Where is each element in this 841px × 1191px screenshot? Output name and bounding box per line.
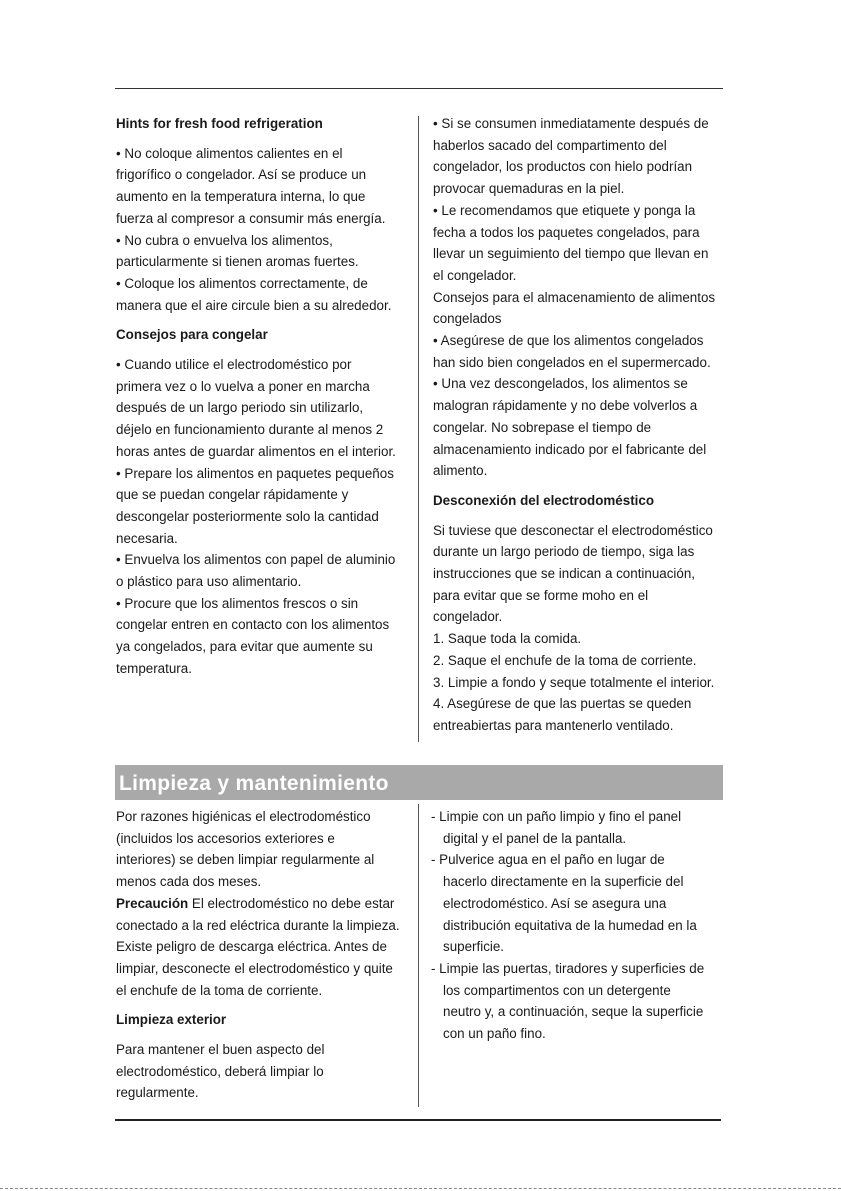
text-line: o plástico para uso alimentario. [116, 574, 302, 590]
list-item: 2. Saque el enchufe de la toma de corriente. [433, 652, 697, 668]
list-item: - Limpie las puertas, tiradores y superficies de [431, 960, 705, 976]
text-line: manera que el aire circule bien a su alrededor. [116, 297, 392, 313]
text-line: horas antes de guardar alimentos en el interior. [116, 443, 396, 459]
text-line: congelador. [433, 609, 503, 625]
text-line: digital y el panel de la pantalla. [443, 830, 627, 846]
column-separator-bottom [418, 804, 419, 1107]
disconnect-text [433, 520, 725, 737]
text-line: • Coloque los alimentos correctamente, de [116, 275, 368, 291]
text-line: entreabiertas para mantenerlo ventilado. [433, 717, 674, 733]
text-line: • No coloque alimentos calientes en el [116, 145, 343, 161]
text-line: después de un largo periodo sin utilizarlo, [116, 400, 364, 416]
list-item: - Limpie con un paño limpio y fino el panel [431, 809, 682, 824]
text-line: alimento. [433, 463, 488, 479]
text-line: primera vez o lo vuelva a poner en marcha [116, 378, 370, 394]
text-line: aumento en la temperatura interna, lo que [116, 189, 366, 205]
freezing-heading: Consejos para congelar [116, 327, 268, 343]
list-item: 1. Saque toda la comida. [433, 631, 582, 647]
text-line: • Si se consumen inmediatamente después de [433, 116, 709, 131]
lower-left-column [116, 806, 408, 1104]
text-line: neutro y, a continuación, seque la superficie [443, 1004, 704, 1020]
text-line: déjelo en funcionamiento durante al menos 2 [116, 422, 384, 438]
text-line: el congelador. [433, 267, 517, 283]
text-line: • Envuelva los alimentos con papel de aluminio [116, 552, 396, 568]
text-line: malogran rápidamente y no debe volverlos a [433, 398, 698, 414]
text-line: ya congelados, para evitar que aumente su [116, 639, 373, 655]
text-line: interiores) se deben limpiar regularmente al [116, 852, 375, 868]
bottom-rule [115, 1119, 721, 1121]
text-line: distribución equitativa de la humedad en la [443, 917, 697, 933]
caution-line [116, 893, 408, 915]
text-line: frigorífico o congelador. Así se produce un [116, 167, 367, 183]
text-line: congelador, los productos con hielo podrían [433, 159, 693, 175]
text-line: • Prepare los alimentos en paquetes pequeños [116, 465, 394, 481]
text-line: instrucciones que se indican a continuación, [433, 566, 696, 582]
text-line: el enchufe de la toma de corriente. [116, 982, 323, 998]
text-line: Si tuviese que desconectar el electrodoméstico [433, 522, 713, 538]
exterior-cleaning-heading: Limpieza exterior [116, 1012, 227, 1028]
cleaning-section-title: Limpieza y mantenimiento [115, 765, 723, 800]
caution-first-text: El electrodoméstico no debe estar [188, 895, 395, 911]
text-line: llevar un seguimiento del tiempo que llevan en [433, 246, 709, 262]
text-line: • No cubra o envuelva los alimentos, [116, 232, 333, 248]
text-line: para evitar que se forme moho en el [433, 587, 649, 603]
text-line: particularmente si tienen aromas fuertes. [116, 254, 359, 270]
text-line: electrodoméstico. Así se asegura una [443, 895, 667, 911]
text-line: Consejos para el almacenamiento de alimentos [433, 289, 716, 305]
text-line: regularmente. [116, 1085, 199, 1101]
text-line: con un paño fino. [443, 1026, 546, 1042]
text-line: Por razones higiénicas el electrodoméstico [116, 809, 371, 824]
disconnect-heading: Desconexión del electrodoméstico [433, 492, 655, 508]
text-line: fecha a todos los paquetes congelados, para [433, 224, 700, 240]
text-line: • Una vez descongelados, los alimentos se [433, 376, 688, 392]
text-line: temperatura. [116, 660, 192, 676]
freezing-text [116, 354, 408, 680]
text-line: congelar entren en contacto con los alimentos [116, 617, 390, 633]
text-line: durante un largo periodo de tiempo, siga las [433, 544, 695, 560]
upper-left-column [116, 113, 408, 680]
exterior-cleaning-text [116, 1039, 408, 1104]
freezing-continued-text [433, 113, 725, 482]
text-line: han sido bien congelados en el supermercado. [433, 354, 711, 370]
list-item: 3. Limpie a fondo y seque totalmente el interior. [433, 674, 715, 690]
cleaning-intro [116, 806, 408, 893]
text-line: hacerlo directamente en la superficie del [443, 874, 684, 890]
text-line: congelar. No sobrepase el tiempo de [433, 419, 652, 435]
text-line: almacenamiento indicado por el fabricante del [433, 441, 707, 457]
upper-right-column [433, 113, 725, 737]
list-item: 4. Asegúrese de que las puertas se queden [433, 696, 692, 712]
top-rule [115, 88, 723, 89]
text-line: superficie. [443, 939, 505, 955]
text-line: • Procure que los alimentos frescos o sin [116, 595, 359, 611]
text-line: • Le recomendamos que etiquete y ponga la [433, 202, 696, 218]
text-line: que se puedan congelar rápidamente y [116, 487, 349, 503]
column-separator-top [418, 116, 419, 742]
text-line: (incluidos los accesorios exteriores e [116, 830, 335, 846]
text-line: los compartimentos con un detergente [443, 982, 671, 998]
list-item: - Pulverice agua en el paño en lugar de [431, 852, 665, 868]
text-line: provocar quemaduras en la piel. [433, 181, 625, 197]
page-edge-dashes [0, 1188, 841, 1189]
text-line: conectado a la red eléctrica durante la limpieza. [116, 917, 400, 933]
lower-right-column [431, 806, 723, 1045]
caution-label: Precaución [116, 895, 189, 911]
text-line: congelados [433, 311, 502, 327]
text-line: electrodoméstico, deberá limpiar lo [116, 1063, 324, 1079]
text-line: fuerza al compresor a consumir más energía. [116, 210, 386, 226]
text-line: Existe peligro de descarga eléctrica. Antes de [116, 939, 387, 955]
text-line: Para mantener el buen aspecto del [116, 1042, 325, 1058]
text-line: haberlos sacado del compartimento del [433, 137, 667, 153]
text-line: • Asegúrese de que los alimentos congelados [433, 333, 704, 349]
text-line: • Cuando utilice el electrodoméstico por [116, 357, 352, 373]
text-line: necesaria. [116, 530, 178, 546]
text-line: menos cada dos meses. [116, 874, 262, 890]
fresh-food-text [116, 143, 408, 317]
fresh-food-heading: Hints for fresh food refrigeration [116, 116, 323, 131]
text-line: descongelar posteriormente solo la cantidad [116, 508, 379, 524]
text-line: limpiar, desconecte el electrodoméstico y quite [116, 960, 393, 976]
